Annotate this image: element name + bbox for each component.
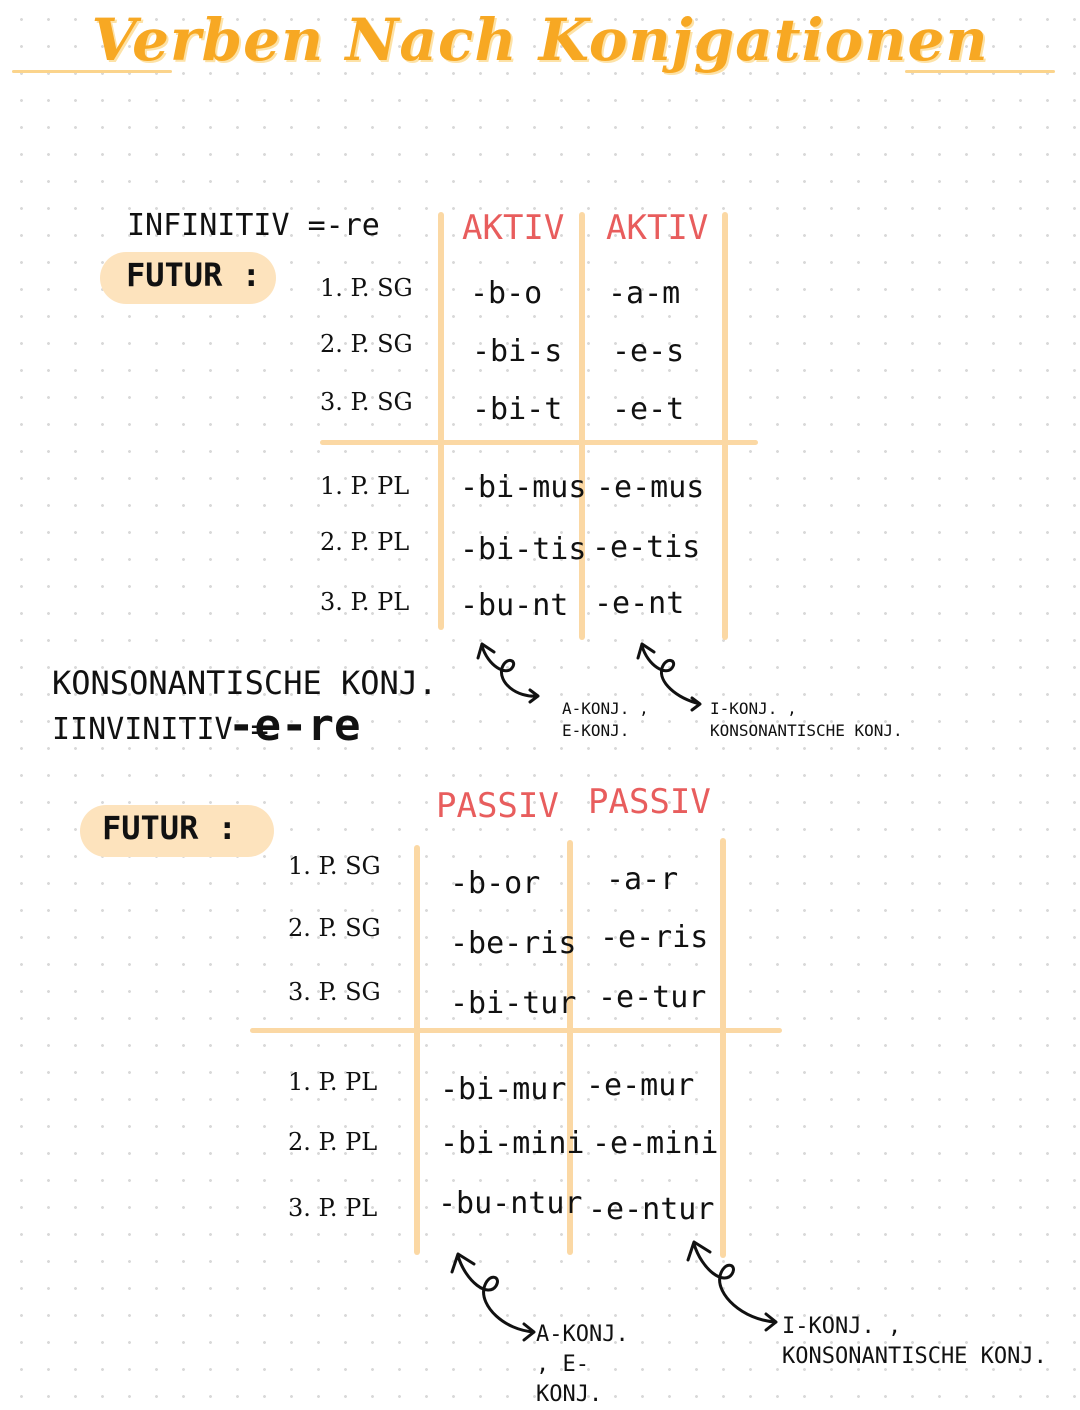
- table-cell: -bu-nt: [460, 588, 569, 623]
- row-label: 1. P. PL: [288, 1068, 378, 1096]
- grid-hline: [320, 440, 758, 445]
- grid-vline: [414, 845, 420, 1255]
- column-header: AKTIV: [606, 208, 709, 248]
- column-header: AKTIV: [462, 208, 565, 248]
- table-cell: -e-mur: [586, 1068, 695, 1103]
- table-cell: -e-s: [612, 334, 685, 369]
- grid-vline: [579, 212, 585, 640]
- table-cell: -bi-mini: [440, 1126, 585, 1161]
- row-label: 2. P. SG: [320, 330, 413, 358]
- table-cell: -bi-mus: [460, 470, 587, 505]
- table-cell: -bi-s: [472, 334, 563, 369]
- column-header: PASSIV: [588, 782, 711, 822]
- table-cell: -e-mus: [596, 470, 705, 505]
- note-a-e-konj-2: A-KONJ. , E-KONJ.: [536, 1322, 629, 1407]
- column-header: PASSIV: [436, 786, 559, 826]
- curly-arrow-icon: [680, 1238, 780, 1328]
- grid-vline: [438, 212, 444, 630]
- curly-arrow-icon: [470, 640, 550, 710]
- note-i-konsonant-konj: I-KONJ. , KONSONANTISCHE KONJ.: [710, 699, 903, 740]
- table-cell: -b-o: [470, 276, 543, 311]
- table-cell: -bu-ntur: [438, 1186, 583, 1221]
- table-cell: -e-nt: [594, 586, 685, 621]
- table-cell: -be-ris: [450, 926, 577, 961]
- curly-arrow-icon: [444, 1250, 544, 1340]
- table-cell: -b-or: [450, 866, 541, 901]
- grid-hline: [250, 1028, 782, 1033]
- row-label: 3. P. PL: [320, 588, 410, 616]
- table-cell: -e-mini: [592, 1126, 719, 1161]
- infinitiv-label: INFINITIV =-re: [127, 208, 380, 243]
- table-cell: -e-ris: [600, 920, 709, 955]
- note-i-konsonant-konj-2: I-KONJ. , KONSONANTISCHE KONJ.: [782, 1314, 1047, 1369]
- row-label: 1. P. SG: [320, 274, 413, 302]
- row-label: 2. P. SG: [288, 914, 381, 942]
- table-cell: -e-ntur: [588, 1192, 715, 1227]
- table-cell: -e-tur: [598, 980, 707, 1015]
- row-label: 3. P. SG: [288, 978, 381, 1006]
- row-label: 2. P. PL: [320, 528, 410, 556]
- grid-vline: [722, 212, 728, 640]
- grid-vline: [720, 838, 726, 1258]
- table-cell: -bi-tis: [460, 532, 587, 567]
- table-cell: -bi-tur: [450, 986, 577, 1021]
- page-title: Verben Nach Konjgationen: [91, 6, 989, 74]
- infinitiv-label-2: IINVINITIV =: [52, 712, 269, 747]
- table-cell: -e-t: [612, 392, 685, 427]
- table-cell: -a-r: [606, 862, 679, 897]
- row-label: 1. P. PL: [320, 472, 410, 500]
- konsonantische-konj-heading: KONSONANTISCHE KONJ.: [52, 664, 438, 702]
- table-cell: -bi-mur: [440, 1072, 567, 1107]
- row-label: 3. P. SG: [320, 388, 413, 416]
- row-label: 2. P. PL: [288, 1128, 378, 1156]
- note-a-e-konj: A-KONJ. , E-KONJ.: [562, 699, 649, 740]
- infinitiv-ending: -e-re: [228, 700, 361, 751]
- row-label: 3. P. PL: [288, 1194, 378, 1222]
- table-cell: -a-m: [608, 276, 681, 311]
- row-label: 1. P. SG: [288, 852, 381, 880]
- futur-label: FUTUR :: [126, 256, 261, 294]
- futur-label-2: FUTUR :: [102, 809, 237, 847]
- table-cell: -e-tis: [592, 530, 701, 565]
- table-cell: -bi-t: [472, 392, 563, 427]
